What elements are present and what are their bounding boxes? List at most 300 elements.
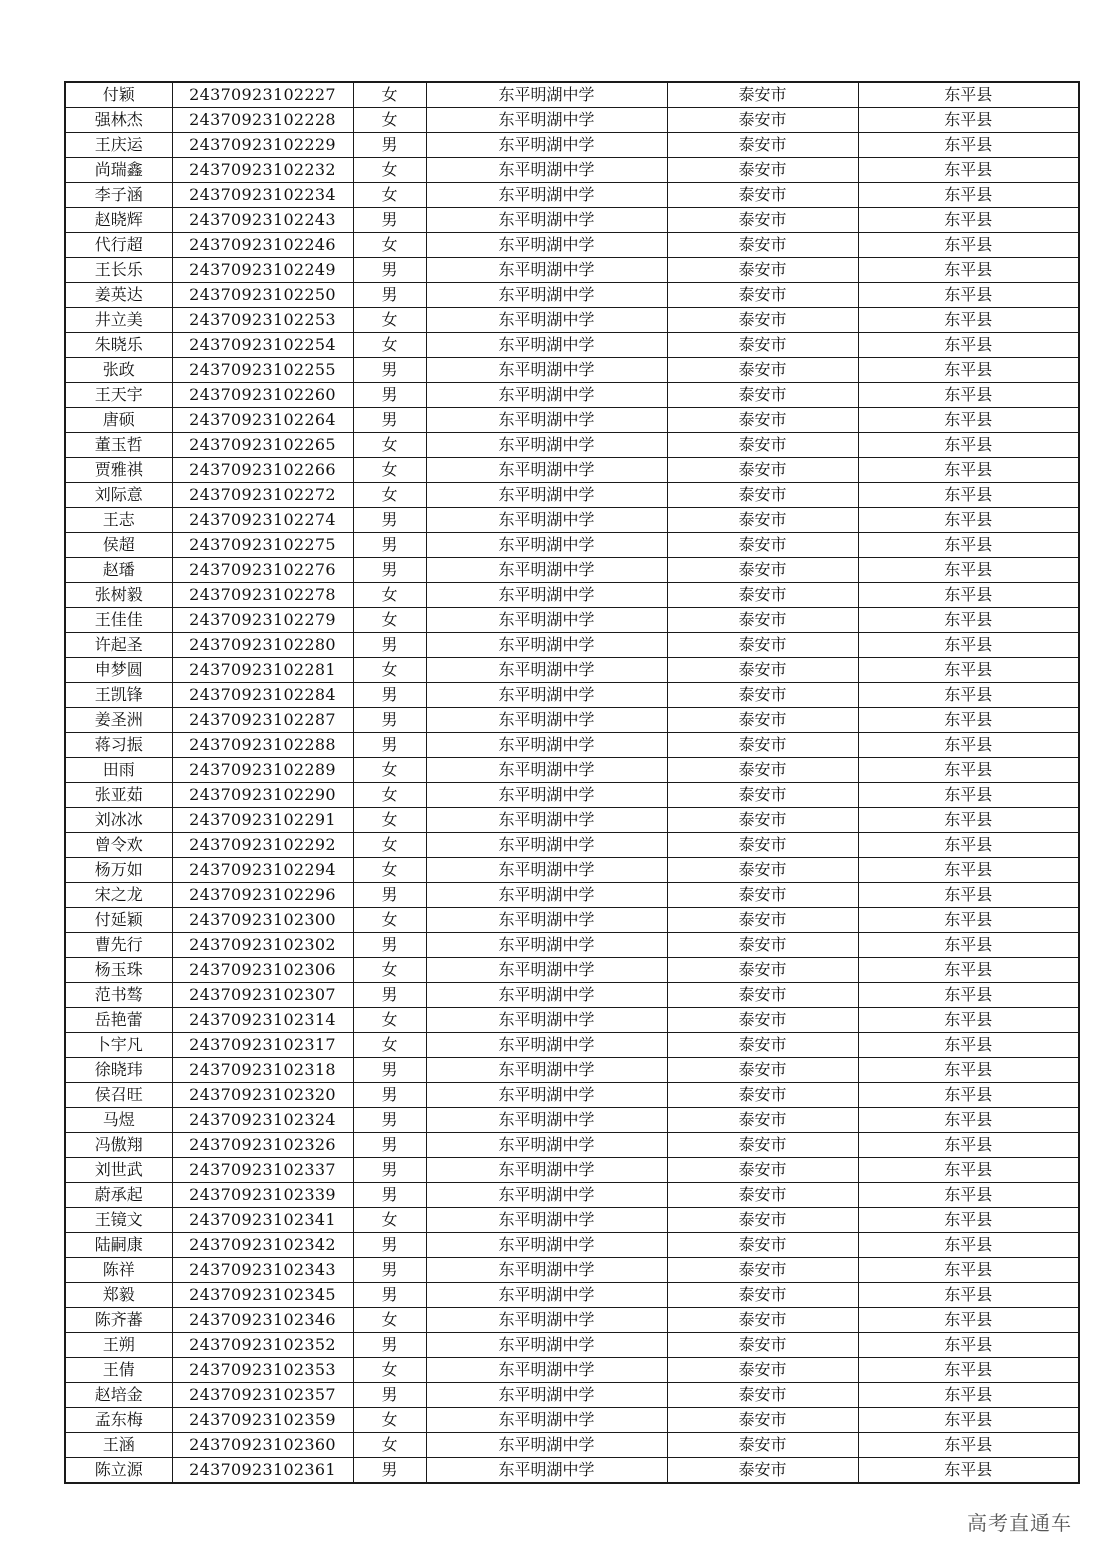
cell-name: 陈齐蕃 bbox=[65, 1308, 172, 1333]
cell-name: 强林杰 bbox=[65, 108, 172, 133]
cell-gender: 男 bbox=[353, 208, 426, 233]
cell-county: 东平县 bbox=[858, 433, 1079, 458]
cell-county: 东平县 bbox=[858, 158, 1079, 183]
cell-county: 东平县 bbox=[858, 883, 1079, 908]
cell-county: 东平县 bbox=[858, 358, 1079, 383]
cell-gender: 女 bbox=[353, 1433, 426, 1458]
cell-candidate-id: 24370923102291 bbox=[172, 808, 353, 833]
cell-gender: 女 bbox=[353, 1033, 426, 1058]
table-row bbox=[65, 158, 1079, 183]
cell-gender: 女 bbox=[353, 158, 426, 183]
cell-candidate-id: 24370923102314 bbox=[172, 1008, 353, 1033]
cell-city: 泰安市 bbox=[667, 1008, 858, 1033]
cell-county: 东平县 bbox=[858, 1208, 1079, 1233]
cell-candidate-id: 24370923102228 bbox=[172, 108, 353, 133]
cell-county: 东平县 bbox=[858, 608, 1079, 633]
cell-county: 东平县 bbox=[858, 1133, 1079, 1158]
cell-gender: 女 bbox=[353, 82, 426, 108]
cell-name: 曾令欢 bbox=[65, 833, 172, 858]
cell-county: 东平县 bbox=[858, 983, 1079, 1008]
cell-name: 侯召旺 bbox=[65, 1083, 172, 1108]
cell-school: 东平明湖中学 bbox=[426, 958, 667, 983]
cell-county: 东平县 bbox=[858, 683, 1079, 708]
cell-candidate-id: 24370923102302 bbox=[172, 933, 353, 958]
cell-candidate-id: 24370923102318 bbox=[172, 1058, 353, 1083]
cell-name: 范书骜 bbox=[65, 983, 172, 1008]
cell-city: 泰安市 bbox=[667, 458, 858, 483]
cell-name: 许起圣 bbox=[65, 633, 172, 658]
cell-candidate-id: 24370923102234 bbox=[172, 183, 353, 208]
cell-gender: 女 bbox=[353, 658, 426, 683]
cell-candidate-id: 24370923102253 bbox=[172, 308, 353, 333]
cell-gender: 女 bbox=[353, 1208, 426, 1233]
cell-gender: 男 bbox=[353, 1108, 426, 1133]
table-row bbox=[65, 1433, 1079, 1458]
cell-school: 东平明湖中学 bbox=[426, 258, 667, 283]
cell-city: 泰安市 bbox=[667, 783, 858, 808]
cell-candidate-id: 24370923102343 bbox=[172, 1258, 353, 1283]
cell-school: 东平明湖中学 bbox=[426, 333, 667, 358]
cell-school: 东平明湖中学 bbox=[426, 358, 667, 383]
cell-name: 刘世武 bbox=[65, 1158, 172, 1183]
cell-candidate-id: 24370923102278 bbox=[172, 583, 353, 608]
cell-city: 泰安市 bbox=[667, 733, 858, 758]
cell-city: 泰安市 bbox=[667, 82, 858, 108]
cell-school: 东平明湖中学 bbox=[426, 533, 667, 558]
cell-school: 东平明湖中学 bbox=[426, 1108, 667, 1133]
cell-gender: 男 bbox=[353, 508, 426, 533]
table-row bbox=[65, 958, 1079, 983]
cell-name: 陆嗣康 bbox=[65, 1233, 172, 1258]
cell-city: 泰安市 bbox=[667, 258, 858, 283]
cell-city: 泰安市 bbox=[667, 1083, 858, 1108]
cell-gender: 女 bbox=[353, 758, 426, 783]
cell-gender: 男 bbox=[353, 1283, 426, 1308]
table-row bbox=[65, 233, 1079, 258]
cell-city: 泰安市 bbox=[667, 883, 858, 908]
table-row bbox=[65, 183, 1079, 208]
cell-city: 泰安市 bbox=[667, 133, 858, 158]
table-row bbox=[65, 983, 1079, 1008]
cell-gender: 男 bbox=[353, 1133, 426, 1158]
table-row bbox=[65, 558, 1079, 583]
cell-county: 东平县 bbox=[858, 733, 1079, 758]
cell-gender: 男 bbox=[353, 558, 426, 583]
cell-name: 贾雅祺 bbox=[65, 458, 172, 483]
cell-county: 东平县 bbox=[858, 583, 1079, 608]
cell-name: 付颖 bbox=[65, 82, 172, 108]
table-row bbox=[65, 1233, 1079, 1258]
cell-city: 泰安市 bbox=[667, 333, 858, 358]
cell-school: 东平明湖中学 bbox=[426, 283, 667, 308]
cell-school: 东平明湖中学 bbox=[426, 808, 667, 833]
cell-name: 董玉哲 bbox=[65, 433, 172, 458]
table-row bbox=[65, 1133, 1079, 1158]
cell-city: 泰安市 bbox=[667, 983, 858, 1008]
cell-county: 东平县 bbox=[858, 758, 1079, 783]
cell-city: 泰安市 bbox=[667, 958, 858, 983]
cell-school: 东平明湖中学 bbox=[426, 208, 667, 233]
cell-gender: 女 bbox=[353, 483, 426, 508]
cell-gender: 女 bbox=[353, 333, 426, 358]
cell-gender: 男 bbox=[353, 133, 426, 158]
table-row bbox=[65, 1183, 1079, 1208]
cell-school: 东平明湖中学 bbox=[426, 308, 667, 333]
cell-gender: 男 bbox=[353, 533, 426, 558]
cell-city: 泰安市 bbox=[667, 658, 858, 683]
cell-candidate-id: 24370923102287 bbox=[172, 708, 353, 733]
cell-gender: 男 bbox=[353, 883, 426, 908]
cell-city: 泰安市 bbox=[667, 1408, 858, 1433]
cell-name: 张亚茹 bbox=[65, 783, 172, 808]
cell-city: 泰安市 bbox=[667, 1433, 858, 1458]
cell-gender: 男 bbox=[353, 1058, 426, 1083]
cell-gender: 女 bbox=[353, 1008, 426, 1033]
cell-gender: 男 bbox=[353, 708, 426, 733]
cell-gender: 男 bbox=[353, 1158, 426, 1183]
cell-city: 泰安市 bbox=[667, 383, 858, 408]
cell-candidate-id: 24370923102281 bbox=[172, 658, 353, 683]
cell-name: 陈祥 bbox=[65, 1258, 172, 1283]
cell-name: 张树毅 bbox=[65, 583, 172, 608]
cell-school: 东平明湖中学 bbox=[426, 1333, 667, 1358]
table-row bbox=[65, 808, 1079, 833]
cell-candidate-id: 24370923102317 bbox=[172, 1033, 353, 1058]
cell-county: 东平县 bbox=[858, 833, 1079, 858]
table-row bbox=[65, 1208, 1079, 1233]
cell-candidate-id: 24370923102339 bbox=[172, 1183, 353, 1208]
cell-city: 泰安市 bbox=[667, 233, 858, 258]
cell-name: 王朔 bbox=[65, 1333, 172, 1358]
cell-name: 姜英达 bbox=[65, 283, 172, 308]
cell-county: 东平县 bbox=[858, 133, 1079, 158]
cell-gender: 男 bbox=[353, 1183, 426, 1208]
cell-name: 赵璠 bbox=[65, 558, 172, 583]
cell-gender: 女 bbox=[353, 833, 426, 858]
cell-city: 泰安市 bbox=[667, 558, 858, 583]
table-row bbox=[65, 208, 1079, 233]
cell-county: 东平县 bbox=[858, 1108, 1079, 1133]
cell-name: 王凯锋 bbox=[65, 683, 172, 708]
cell-name: 王庆运 bbox=[65, 133, 172, 158]
cell-city: 泰安市 bbox=[667, 583, 858, 608]
cell-name: 刘际意 bbox=[65, 483, 172, 508]
cell-name: 代行超 bbox=[65, 233, 172, 258]
cell-city: 泰安市 bbox=[667, 1458, 858, 1484]
cell-city: 泰安市 bbox=[667, 108, 858, 133]
cell-school: 东平明湖中学 bbox=[426, 883, 667, 908]
cell-name: 井立美 bbox=[65, 308, 172, 333]
table-row bbox=[65, 533, 1079, 558]
cell-school: 东平明湖中学 bbox=[426, 483, 667, 508]
cell-candidate-id: 24370923102320 bbox=[172, 1083, 353, 1108]
cell-city: 泰安市 bbox=[667, 408, 858, 433]
cell-school: 东平明湖中学 bbox=[426, 408, 667, 433]
cell-school: 东平明湖中学 bbox=[426, 1158, 667, 1183]
cell-gender: 男 bbox=[353, 1083, 426, 1108]
cell-school: 东平明湖中学 bbox=[426, 1033, 667, 1058]
table-row bbox=[65, 833, 1079, 858]
cell-county: 东平县 bbox=[858, 1033, 1079, 1058]
cell-gender: 男 bbox=[353, 1258, 426, 1283]
cell-county: 东平县 bbox=[858, 1358, 1079, 1383]
cell-county: 东平县 bbox=[858, 1233, 1079, 1258]
cell-name: 卜宇凡 bbox=[65, 1033, 172, 1058]
cell-city: 泰安市 bbox=[667, 933, 858, 958]
cell-candidate-id: 24370923102279 bbox=[172, 608, 353, 633]
table-row bbox=[65, 508, 1079, 533]
cell-candidate-id: 24370923102229 bbox=[172, 133, 353, 158]
cell-county: 东平县 bbox=[858, 108, 1079, 133]
cell-city: 泰安市 bbox=[667, 1208, 858, 1233]
cell-county: 东平县 bbox=[858, 383, 1079, 408]
cell-school: 东平明湖中学 bbox=[426, 908, 667, 933]
cell-candidate-id: 24370923102227 bbox=[172, 82, 353, 108]
cell-school: 东平明湖中学 bbox=[426, 1008, 667, 1033]
cell-name: 申梦圆 bbox=[65, 658, 172, 683]
cell-city: 泰安市 bbox=[667, 1033, 858, 1058]
cell-city: 泰安市 bbox=[667, 758, 858, 783]
table-row bbox=[65, 383, 1079, 408]
cell-school: 东平明湖中学 bbox=[426, 1408, 667, 1433]
cell-county: 东平县 bbox=[858, 183, 1079, 208]
cell-city: 泰安市 bbox=[667, 1358, 858, 1383]
cell-candidate-id: 24370923102296 bbox=[172, 883, 353, 908]
cell-school: 东平明湖中学 bbox=[426, 1308, 667, 1333]
table-row bbox=[65, 483, 1079, 508]
cell-candidate-id: 24370923102357 bbox=[172, 1383, 353, 1408]
cell-name: 王佳佳 bbox=[65, 608, 172, 633]
cell-county: 东平县 bbox=[858, 1383, 1079, 1408]
table-row bbox=[65, 933, 1079, 958]
cell-school: 东平明湖中学 bbox=[426, 858, 667, 883]
cell-candidate-id: 24370923102275 bbox=[172, 533, 353, 558]
cell-name: 赵培金 bbox=[65, 1383, 172, 1408]
cell-school: 东平明湖中学 bbox=[426, 558, 667, 583]
cell-school: 东平明湖中学 bbox=[426, 733, 667, 758]
cell-city: 泰安市 bbox=[667, 1308, 858, 1333]
cell-school: 东平明湖中学 bbox=[426, 108, 667, 133]
cell-county: 东平县 bbox=[858, 208, 1079, 233]
cell-name: 侯超 bbox=[65, 533, 172, 558]
cell-candidate-id: 24370923102232 bbox=[172, 158, 353, 183]
cell-gender: 女 bbox=[353, 108, 426, 133]
cell-county: 东平县 bbox=[858, 1008, 1079, 1033]
cell-candidate-id: 24370923102361 bbox=[172, 1458, 353, 1484]
cell-gender: 女 bbox=[353, 958, 426, 983]
cell-city: 泰安市 bbox=[667, 1283, 858, 1308]
cell-school: 东平明湖中学 bbox=[426, 82, 667, 108]
cell-county: 东平县 bbox=[858, 233, 1079, 258]
cell-school: 东平明湖中学 bbox=[426, 1058, 667, 1083]
table-row bbox=[65, 333, 1079, 358]
cell-candidate-id: 24370923102359 bbox=[172, 1408, 353, 1433]
cell-gender: 男 bbox=[353, 283, 426, 308]
cell-city: 泰安市 bbox=[667, 358, 858, 383]
cell-city: 泰安市 bbox=[667, 1383, 858, 1408]
cell-city: 泰安市 bbox=[667, 858, 858, 883]
cell-city: 泰安市 bbox=[667, 533, 858, 558]
table-row bbox=[65, 683, 1079, 708]
cell-school: 东平明湖中学 bbox=[426, 1258, 667, 1283]
table-row bbox=[65, 1308, 1079, 1333]
cell-city: 泰安市 bbox=[667, 1183, 858, 1208]
cell-school: 东平明湖中学 bbox=[426, 383, 667, 408]
cell-city: 泰安市 bbox=[667, 1333, 858, 1358]
table-row bbox=[65, 133, 1079, 158]
cell-candidate-id: 24370923102260 bbox=[172, 383, 353, 408]
cell-gender: 女 bbox=[353, 908, 426, 933]
cell-city: 泰安市 bbox=[667, 833, 858, 858]
table-row bbox=[65, 358, 1079, 383]
cell-county: 东平县 bbox=[858, 458, 1079, 483]
cell-candidate-id: 24370923102250 bbox=[172, 283, 353, 308]
cell-gender: 女 bbox=[353, 308, 426, 333]
cell-school: 东平明湖中学 bbox=[426, 933, 667, 958]
cell-name: 杨万如 bbox=[65, 858, 172, 883]
cell-school: 东平明湖中学 bbox=[426, 758, 667, 783]
table-row bbox=[65, 433, 1079, 458]
table-row bbox=[65, 733, 1079, 758]
cell-gender: 男 bbox=[353, 383, 426, 408]
cell-candidate-id: 24370923102266 bbox=[172, 458, 353, 483]
cell-name: 王长乐 bbox=[65, 258, 172, 283]
cell-county: 东平县 bbox=[858, 1258, 1079, 1283]
cell-school: 东平明湖中学 bbox=[426, 683, 667, 708]
cell-school: 东平明湖中学 bbox=[426, 133, 667, 158]
cell-candidate-id: 24370923102346 bbox=[172, 1308, 353, 1333]
cell-gender: 男 bbox=[353, 633, 426, 658]
cell-name: 岳艳蕾 bbox=[65, 1008, 172, 1033]
cell-gender: 男 bbox=[353, 1233, 426, 1258]
cell-county: 东平县 bbox=[858, 408, 1079, 433]
cell-name: 刘冰冰 bbox=[65, 808, 172, 833]
cell-gender: 男 bbox=[353, 983, 426, 1008]
cell-gender: 女 bbox=[353, 433, 426, 458]
table-row bbox=[65, 633, 1079, 658]
cell-school: 东平明湖中学 bbox=[426, 658, 667, 683]
cell-school: 东平明湖中学 bbox=[426, 1233, 667, 1258]
cell-school: 东平明湖中学 bbox=[426, 583, 667, 608]
cell-candidate-id: 24370923102254 bbox=[172, 333, 353, 358]
cell-city: 泰安市 bbox=[667, 683, 858, 708]
cell-candidate-id: 24370923102289 bbox=[172, 758, 353, 783]
cell-gender: 女 bbox=[353, 858, 426, 883]
cell-school: 东平明湖中学 bbox=[426, 783, 667, 808]
cell-school: 东平明湖中学 bbox=[426, 1433, 667, 1458]
cell-name: 王镜文 bbox=[65, 1208, 172, 1233]
cell-county: 东平县 bbox=[858, 1433, 1079, 1458]
cell-name: 蒋习振 bbox=[65, 733, 172, 758]
cell-county: 东平县 bbox=[858, 1408, 1079, 1433]
cell-name: 田雨 bbox=[65, 758, 172, 783]
cell-school: 东平明湖中学 bbox=[426, 433, 667, 458]
table-row bbox=[65, 1458, 1079, 1484]
cell-candidate-id: 24370923102272 bbox=[172, 483, 353, 508]
cell-name: 曹先行 bbox=[65, 933, 172, 958]
table-row bbox=[65, 1158, 1079, 1183]
cell-candidate-id: 24370923102276 bbox=[172, 558, 353, 583]
cell-candidate-id: 24370923102326 bbox=[172, 1133, 353, 1158]
cell-name: 张政 bbox=[65, 358, 172, 383]
cell-gender: 女 bbox=[353, 1408, 426, 1433]
cell-city: 泰安市 bbox=[667, 908, 858, 933]
cell-name: 杨玉珠 bbox=[65, 958, 172, 983]
cell-candidate-id: 24370923102280 bbox=[172, 633, 353, 658]
cell-city: 泰安市 bbox=[667, 158, 858, 183]
cell-county: 东平县 bbox=[858, 1283, 1079, 1308]
cell-county: 东平县 bbox=[858, 508, 1079, 533]
cell-county: 东平县 bbox=[858, 283, 1079, 308]
cell-gender: 男 bbox=[353, 733, 426, 758]
cell-county: 东平县 bbox=[858, 633, 1079, 658]
cell-school: 东平明湖中学 bbox=[426, 833, 667, 858]
cell-school: 东平明湖中学 bbox=[426, 1208, 667, 1233]
cell-gender: 男 bbox=[353, 683, 426, 708]
cell-name: 陈立源 bbox=[65, 1458, 172, 1484]
cell-name: 王志 bbox=[65, 508, 172, 533]
cell-name: 赵晓辉 bbox=[65, 208, 172, 233]
cell-county: 东平县 bbox=[858, 958, 1079, 983]
cell-name: 孟东梅 bbox=[65, 1408, 172, 1433]
cell-gender: 男 bbox=[353, 258, 426, 283]
table-row bbox=[65, 708, 1079, 733]
cell-candidate-id: 24370923102264 bbox=[172, 408, 353, 433]
table-row bbox=[65, 458, 1079, 483]
cell-gender: 男 bbox=[353, 408, 426, 433]
table-row bbox=[65, 1283, 1079, 1308]
cell-candidate-id: 24370923102300 bbox=[172, 908, 353, 933]
cell-candidate-id: 24370923102292 bbox=[172, 833, 353, 858]
cell-school: 东平明湖中学 bbox=[426, 508, 667, 533]
cell-school: 东平明湖中学 bbox=[426, 458, 667, 483]
cell-candidate-id: 24370923102324 bbox=[172, 1108, 353, 1133]
cell-gender: 女 bbox=[353, 783, 426, 808]
cell-school: 东平明湖中学 bbox=[426, 158, 667, 183]
cell-city: 泰安市 bbox=[667, 283, 858, 308]
cell-name: 付延颖 bbox=[65, 908, 172, 933]
cell-gender: 女 bbox=[353, 608, 426, 633]
cell-school: 东平明湖中学 bbox=[426, 1183, 667, 1208]
roster-body bbox=[65, 82, 1079, 1483]
cell-candidate-id: 24370923102274 bbox=[172, 508, 353, 533]
cell-gender: 男 bbox=[353, 933, 426, 958]
cell-name: 郑毅 bbox=[65, 1283, 172, 1308]
cell-candidate-id: 24370923102265 bbox=[172, 433, 353, 458]
cell-county: 东平县 bbox=[858, 558, 1079, 583]
table-row bbox=[65, 1258, 1079, 1283]
cell-city: 泰安市 bbox=[667, 808, 858, 833]
cell-gender: 女 bbox=[353, 808, 426, 833]
cell-county: 东平县 bbox=[858, 533, 1079, 558]
cell-city: 泰安市 bbox=[667, 1158, 858, 1183]
table-row bbox=[65, 883, 1079, 908]
cell-school: 东平明湖中学 bbox=[426, 1133, 667, 1158]
cell-county: 东平县 bbox=[858, 933, 1079, 958]
table-row bbox=[65, 258, 1079, 283]
cell-county: 东平县 bbox=[858, 808, 1079, 833]
cell-gender: 女 bbox=[353, 583, 426, 608]
cell-gender: 女 bbox=[353, 183, 426, 208]
table-row bbox=[65, 1108, 1079, 1133]
cell-name: 蔚承起 bbox=[65, 1183, 172, 1208]
cell-city: 泰安市 bbox=[667, 1233, 858, 1258]
cell-candidate-id: 24370923102352 bbox=[172, 1333, 353, 1358]
table-row bbox=[65, 1033, 1079, 1058]
cell-school: 东平明湖中学 bbox=[426, 708, 667, 733]
cell-city: 泰安市 bbox=[667, 1133, 858, 1158]
cell-county: 东平县 bbox=[858, 1183, 1079, 1208]
